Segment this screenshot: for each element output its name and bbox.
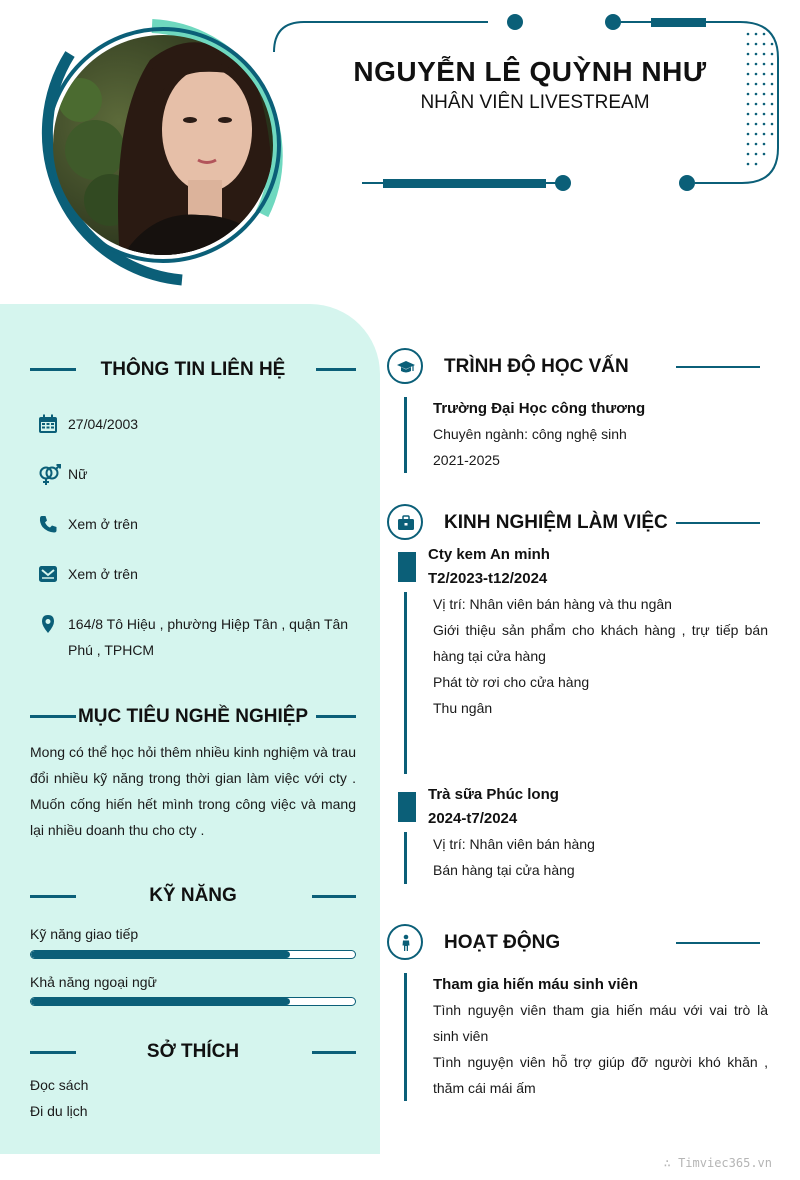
timeline-line (404, 592, 407, 774)
skills-section-title: KỸ NĂNG (149, 885, 237, 906)
job-detail: Phát tờ rơi cho cửa hàng (433, 674, 590, 690)
job-period: T2/2023-t12/2024 (428, 570, 548, 587)
section-divider (676, 522, 760, 524)
skill-bar-fill (31, 998, 290, 1005)
skill-bar (30, 950, 356, 959)
activity-detail: Tình nguyện viên tham gia hiến máu với vai trò là sinh viên (433, 1002, 768, 1044)
section-divider (316, 368, 356, 371)
section-divider (312, 895, 356, 898)
experience-icon-badge (387, 504, 423, 540)
email-icon (38, 564, 60, 584)
contact-text: 164/8 Tô Hiệu , phường Hiệp Tân , quận Tân Phú , TPHCM (68, 616, 349, 658)
skill-label: Khả năng ngoại ngữ (30, 974, 157, 990)
experience-section-title: KINH NGHIỆM LÀM VIỆC (444, 512, 668, 533)
timeline-line (404, 973, 407, 1101)
hobbies-section-title: SỞ THÍCH (146, 1041, 240, 1062)
section-divider (316, 715, 356, 718)
header-decoration (0, 0, 800, 300)
hobby-item: Đọc sách (30, 1077, 89, 1093)
job-detail: Giới thiệu sản phẩm cho khách hàng , trự tiếp bán hàng tại cửa hàng (433, 622, 768, 664)
job-company: Trà sữa Phúc long (428, 786, 559, 803)
education-section-title: TRÌNH ĐỘ HỌC VẤN (444, 356, 629, 377)
calendar-icon (38, 414, 60, 434)
dot-pattern (747, 33, 774, 166)
activities-section-title: HOẠT ĐỘNG (444, 932, 561, 953)
section-divider (676, 942, 760, 944)
job-period: 2024-t7/2024 (428, 810, 518, 827)
job-company: Cty kem An minh (428, 546, 550, 563)
person-icon (397, 934, 415, 952)
graduation-cap-icon (397, 358, 415, 376)
location-pin-icon (38, 614, 60, 634)
skill-bar-fill (31, 951, 290, 958)
job-detail: Thu ngân (433, 700, 493, 716)
objective-text: Mong có thể học hỏi thêm nhiều kinh nghiệm và trau đổi nhiều kỹ năng trong thời gian làm việc với cty . Muốn cống hiến hết mình trong công việc và mang lại nhiều doanh thu cho cty . (30, 744, 356, 838)
education-school: Trường Đại Học công thương (433, 400, 646, 417)
contact-text: Nữ (68, 466, 88, 482)
activities-icon-badge (387, 924, 423, 960)
candidate-name: NGUYỄN LÊ QUỲNH NHƯ (353, 56, 707, 87)
contact-text: 27/04/2003 (68, 416, 139, 432)
timeline-line (404, 832, 407, 884)
candidate-job-title: NHÂN VIÊN LIVESTREAM (420, 92, 650, 113)
skill-bar (30, 997, 356, 1006)
job-marker (398, 792, 416, 822)
activity-detail: Tình nguyện viên hỗ trợ giúp đỡ người khó khăn , thăm cái mái ấm (433, 1054, 768, 1096)
watermark: ∴ Timviec365.vn (663, 1156, 772, 1170)
contact-section-title: THÔNG TIN LIÊN HỆ (100, 359, 286, 380)
job-marker (398, 552, 416, 582)
section-divider (676, 366, 760, 368)
gender-icon (38, 464, 60, 484)
job-detail: Vị trí: Nhân viên bán hàng và thu ngân (433, 596, 672, 612)
objective-section-title: MỤC TIÊU NGHỀ NGHIỆP (77, 706, 309, 727)
job-detail: Bán hàng tại cửa hàng (433, 862, 575, 878)
job-detail: Vị trí: Nhân viên bán hàng (433, 836, 595, 852)
education-years: 2021-2025 (433, 452, 500, 468)
education-icon-badge (387, 348, 423, 384)
briefcase-icon (397, 514, 415, 532)
activity-name: Tham gia hiến máu sinh viên (433, 976, 639, 993)
education-major: Chuyên ngành: công nghệ sinh (433, 426, 627, 442)
phone-icon (38, 514, 60, 534)
hobby-item: Đi du lịch (30, 1103, 88, 1119)
skill-label: Kỹ năng giao tiếp (30, 926, 139, 942)
section-divider (312, 1051, 356, 1054)
timeline-line (404, 397, 407, 473)
contact-text: Xem ở trên (68, 516, 138, 532)
contact-text: Xem ở trên (68, 566, 138, 582)
